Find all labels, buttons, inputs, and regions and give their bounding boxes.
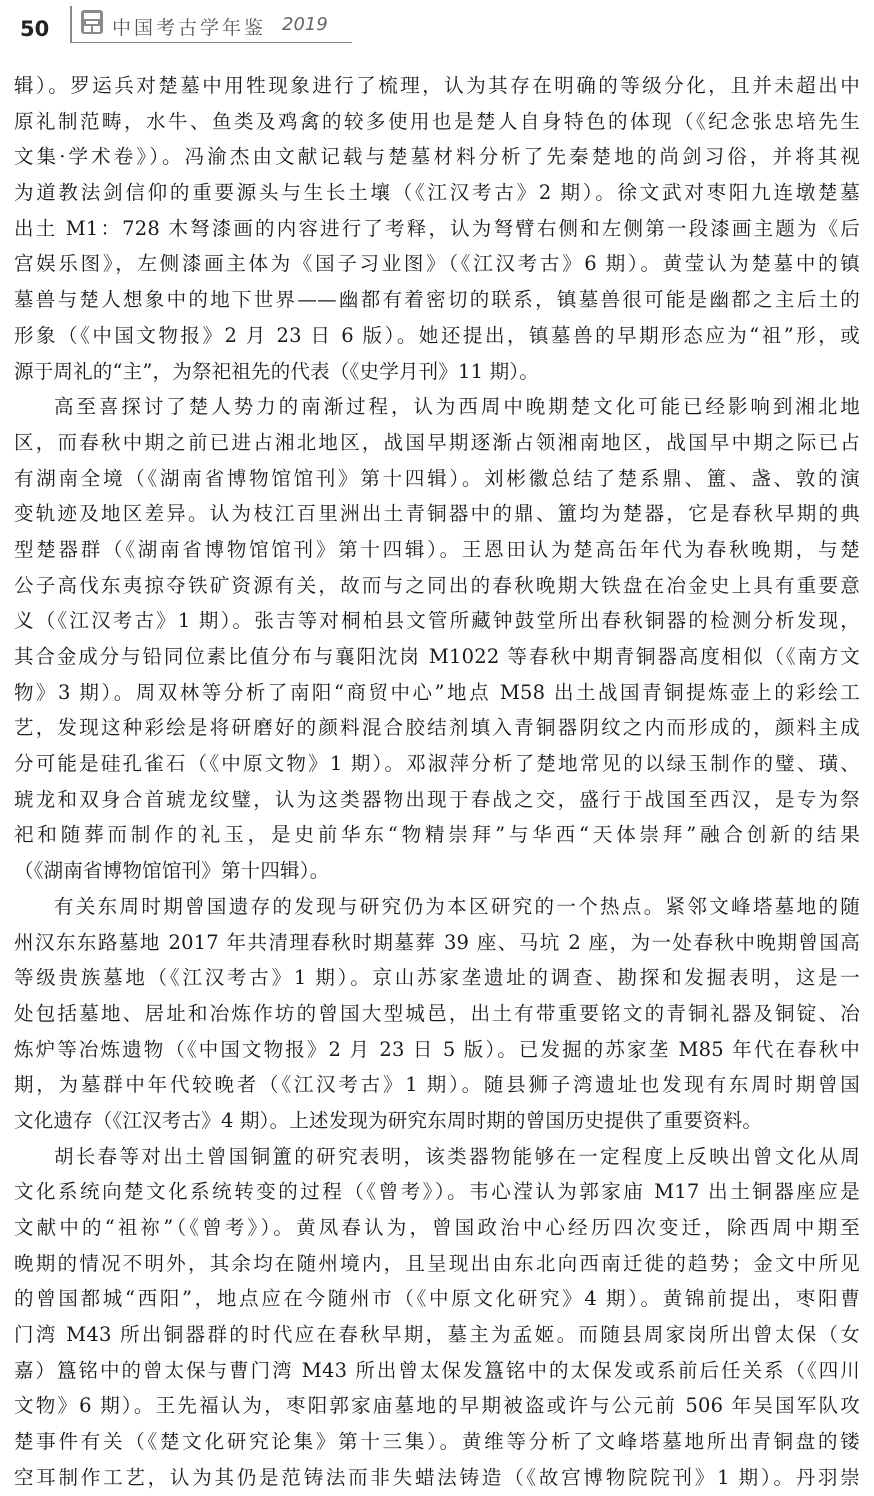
journal-title: 中国考古学年鉴 (112, 17, 267, 39)
text-line: 为道教法剑信仰的重要源头与生长土壤（《江汉考古》2 期）。徐文武对枣阳九连墩楚墓 (14, 181, 860, 205)
text-line: 琥龙和双身合首琥龙纹璧，认为这类器物出现于春战之交，盛行于战国至西汉，是专为祭 (14, 787, 860, 811)
text-line: 文献中的“祖祢”（《曾考》）。黄凤春认为，曾国政治中心经历四次变迁，除西周中期至 (14, 1216, 860, 1239)
text-line: 祀和随葬而制作的礼玉，是史前华东“物精崇拜”与华西“天体崇拜”融合创新的结果 (14, 823, 860, 847)
text-line: 墓兽与楚人想象中的地下世界——幽都有着密切的联系，镇墓兽很可能是幽都之主后土的 (14, 288, 860, 312)
text-line: 艺，发现这种彩绘是将研磨好的颜料混合胶结剂填入青铜器阴纹之内而形成的，颜料主成 (14, 716, 860, 740)
text-line: 分可能是硅孔雀石（《中原文物》1 期）。邓淑萍分析了楚地常见的以绿玉制作的璧、璜、 (14, 752, 860, 776)
text-line: 高至喜探讨了楚人势力的南渐过程，认为西周中晚期楚文化可能已经影响到湘北地 (54, 395, 860, 419)
text-line: 文化系统向楚文化系统转变的过程（《曾考》）。韦心滢认为郭家庙 M17 出土铜器座应是 (14, 1180, 860, 1204)
text-line: 门湾 M43 所出铜器群的时代应在春秋早期，墓主为孟姬。而随县周家岗所出曾太保（女 (14, 1323, 860, 1347)
page-number: 50 (20, 17, 50, 41)
text-line: 原礼制范畴，水牛、鱼类及鸡禽的较多使用也是楚人自身特色的体现（《纪念张忠培先生 (14, 109, 860, 133)
text-line: 文集·学术卷》）。冯渝杰由文献记载与楚墓材料分析了先秦楚地的尚剑习俗，并将其视 (14, 145, 860, 169)
header-divider (70, 6, 72, 42)
text-line: 公子高伐东夷掠夺铁矿资源有关，故而与之同出的春秋晚期大铁盘在冶金史上具有重要意 (14, 573, 860, 597)
text-line: 辑）。罗运兵对楚墓中用牲现象进行了梳理，认为其存在明确的等级分化，且并未超出中 (14, 74, 860, 97)
text-line: 出土 M1：728 木弩漆画的内容进行了考释，认为弩臂右侧和左侧第一段漆画主题为《后 (14, 216, 860, 240)
text-line: 的曾国都城“西阳”，地点应在今随州市（《中原文化研究》4 期）。黄锦前提出，枣阳曹 (14, 1287, 860, 1311)
text-line: 有湖南全境（《湖南省博物馆馆刊》第十四辑）。刘彬徽总结了楚系鼎、簠、盏、敦的演 (14, 466, 860, 490)
text-line: 义（《江汉考古》1 期）。张吉等对桐柏县文管所藏钟鼓堂所出春秋铜器的检测分析发现， (14, 609, 860, 633)
text-line: 区，而春秋中期之前已进占湘北地区，战国早期逐渐占领湘南地区，战国早中期之际已占 (14, 430, 860, 454)
text-line: 源于周礼的“主”，为祭祀祖先的代表（《史学月刊》11 期）。 (14, 359, 539, 383)
text-line: 晚期的情况不明外，其余均在随州境内，且呈现出由东北向西南迁徙的趋势；金文中所见 (14, 1251, 860, 1275)
page-header (0, 0, 874, 50)
text-line: （《湖南省博物馆馆刊》第十四辑）。 (14, 859, 330, 883)
text-line: 物》3 期）。周双林等分析了南阳“商贸中心”地点 M58 出土战国青铜提炼壶上的彩绘工 (14, 680, 860, 704)
text-line: 型楚器群（《湖南省博物馆馆刊》第十四辑）。王恩田认为楚高缶年代为春秋晚期，与楚 (14, 537, 860, 561)
text-line: 处包括墓地、居址和冶炼作坊的曾国大型城邑，出土有带重要铭文的青铜礼器及铜锭、冶 (14, 1001, 860, 1025)
journal-logo-icon (80, 9, 104, 35)
text-line: 宫娱乐图》，左侧漆画主体为《国子习业图》（《江汉考古》6 期）。黄莹认为楚墓中的镇 (14, 252, 860, 276)
text-line: 州汉东东路墓地 2017 年共清理春秋时期墓葬 39 座、马坑 2 座，为一处春秋中晚期曾国高 (14, 930, 860, 954)
text-line: 胡长春等对出土曾国铜簠的研究表明，该类器物能够在一定程度上反映出曾文化从周 (54, 1144, 860, 1168)
text-line: 等级贵族墓地（《江汉考古》1 期）。京山苏家垄遗址的调查、勘探和发掘表明，这是一 (14, 966, 860, 990)
text-line: 变轨迹及地区差异。认为枝江百里洲出土青铜器中的鼎、簠均为楚器，它是春秋早期的典 (14, 502, 860, 526)
text-line: 楚事件有关（《楚文化研究论集》第十三集）。黄维等分析了文峰塔墓地所出青铜盘的镂 (14, 1430, 860, 1454)
text-line: 炼炉等冶炼遗物（《中国文物报》2 月 23 日 5 版）。已发掘的苏家垄 M85 年代在春秋中 (14, 1037, 860, 1061)
text-line: 期，为墓群中年代较晚者（《江汉考古》1 期）。随县狮子湾遗址也发现有东周时期曾国 (14, 1073, 860, 1097)
journal-year: 2019 (282, 14, 328, 35)
text-line: 文物》6 期）。王先福认为，枣阳郭家庙墓地的早期被盗或许与公元前 506 年吴国军队攻 (14, 1394, 860, 1418)
text-line: 文化遗存（《江汉考古》4 期）。上述发现为研究东周时期的曾国历史提供了重要资料。 (14, 1108, 763, 1132)
text-line: 形象（《中国文物报》2 月 23 日 6 版）。她还提出，镇墓兽的早期形态应为“祖”形，或 (14, 323, 860, 347)
article-body (14, 68, 860, 1496)
text-line: 嘉）簋铭中的曾太保与曹门湾 M43 所出曾太保发簋铭中的太保发或系前后任关系（《四川 (14, 1358, 860, 1382)
text-line: 有关东周时期曾国遗存的发现与研究仍为本区研究的一个热点。紧邻文峰塔墓地的随 (54, 894, 860, 918)
header-rule (70, 42, 352, 43)
text-line: 其合金成分与铅同位素比值分布与襄阳沈岗 M1022 等春秋中期青铜器高度相似（《南方文 (14, 645, 860, 668)
text-line: 空耳制作工艺，认为其仍是范铸法而非失蜡法铸造（《故宫博物院院刊》1 期）。丹羽崇 (14, 1465, 860, 1489)
